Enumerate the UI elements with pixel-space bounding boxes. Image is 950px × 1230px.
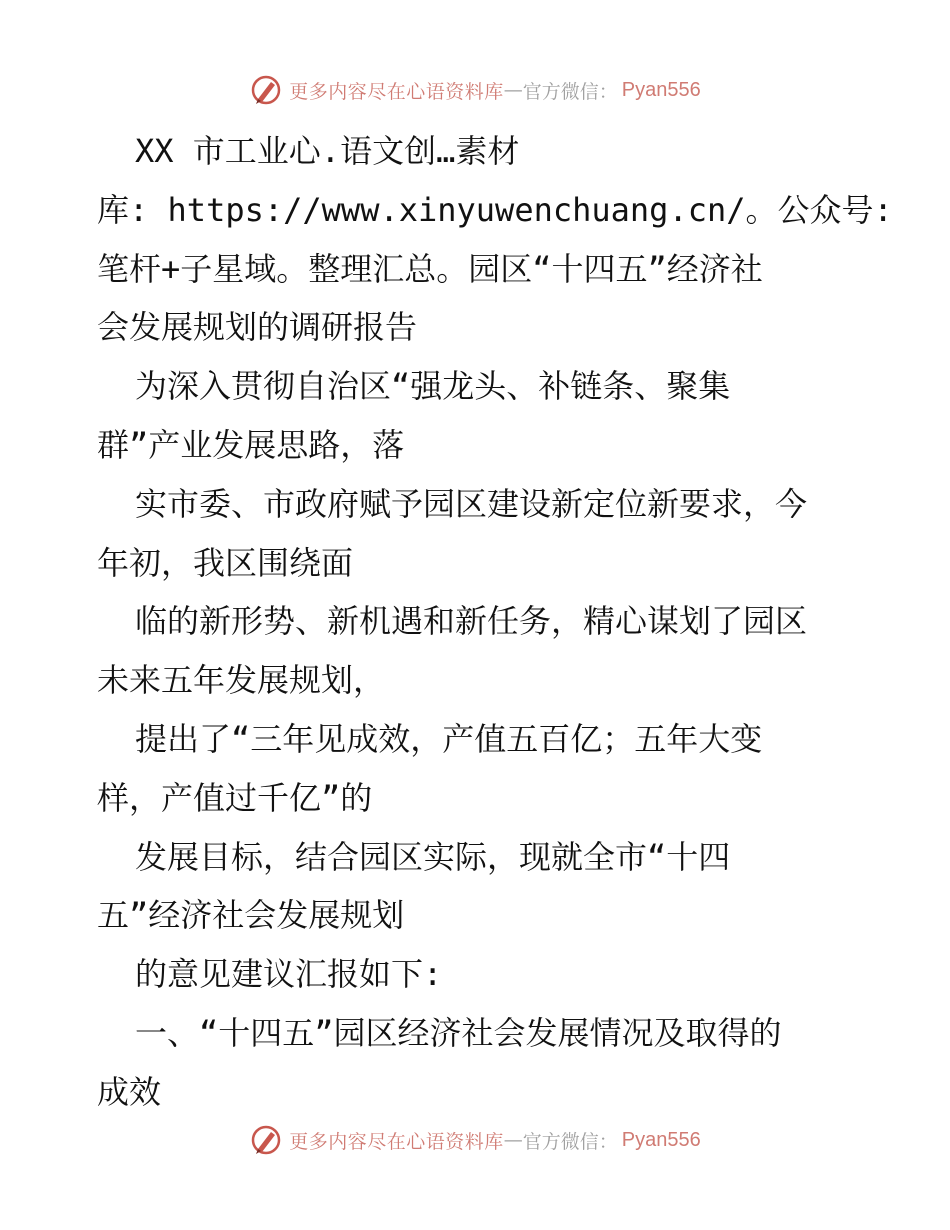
text-line: 年初，我区围绕面 [97,543,354,582]
watermark-banner-top [0,70,950,110]
text-line: 提出了“三年见成效，产值五百亿；五年大变 [135,719,763,758]
text-line: 未来五年发展规划， [97,661,386,700]
text-line: 成效 [97,1072,162,1111]
document-body [97,122,893,1122]
text-line: 会发展规划的调研报告 [97,308,418,347]
text-line: 实市委、市政府赋予园区建设新定位新要求，今 [135,484,808,523]
banner-separator: — [503,79,523,101]
banner-wechat-id: Pyan556 [621,78,701,101]
text-line: 样，产值过千亿”的 [97,778,373,817]
text-line: 的意见建议汇报如下: [135,955,443,994]
banner-text: 更多内容尽在心语资料库 [289,80,504,103]
text-line: 一、“十四五”园区经济社会发展情况及取得的 [135,1013,782,1052]
pen-logo-icon [249,73,283,107]
text-line: 发展目标，结合园区实际，现就全市“十四 [135,837,731,876]
text-line: 为深入贯彻自治区“强龙头、补链条、聚集 [135,367,731,406]
banner-wechat-id: Pyan556 [621,1128,701,1151]
watermark-banner-bottom [0,1120,950,1160]
text-line: 五”经济社会发展规划 [97,896,405,935]
text-line: 群”产业发展思路，落 [97,425,405,464]
banner-separator: — [503,1129,523,1151]
pen-logo-icon [249,1123,283,1157]
text-line: 笔杆+子星域。整理汇总。园区“十四五”经济社 [97,249,763,288]
text-line: 库: https://www.xinyuwenchuang.cn/。公众号: [97,190,893,229]
banner-official-label: 官方微信： [522,80,618,103]
text-line: XX 市工业心.语文创…素材 [135,132,520,170]
text-line: 临的新形势、新机遇和新任务，精心谋划了园区 [135,602,808,641]
banner-official-label: 官方微信： [522,1130,618,1153]
banner-text: 更多内容尽在心语资料库 [289,1130,504,1153]
